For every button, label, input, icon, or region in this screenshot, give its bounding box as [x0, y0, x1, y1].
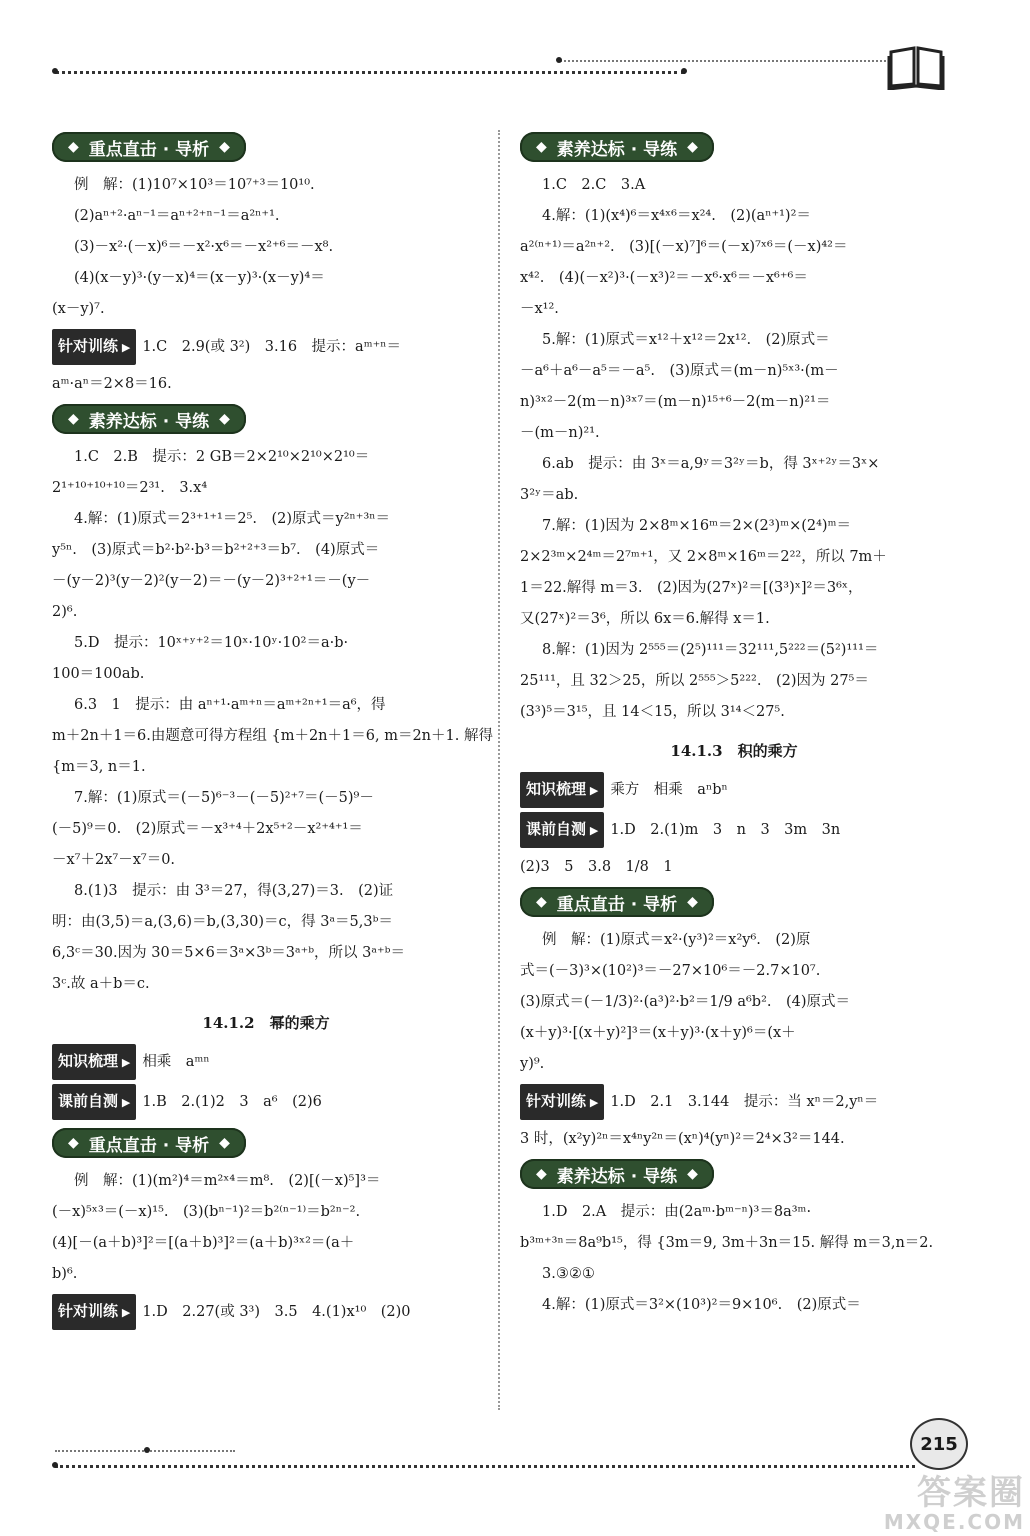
answer-line: －(y－2)³(y－2)²(y－2)＝－(y－2)³⁺²⁺¹＝－(y－: [52, 573, 371, 589]
answer-line: 1＝22.解得 m＝3. (2)因为(27ˣ)²＝[(3³)ˣ]²＝3⁶ˣ，: [520, 580, 863, 596]
answer-line: －(m－n)²¹.: [520, 425, 600, 441]
watermark-url: MXQE.COM: [883, 1510, 1025, 1534]
pretest-answers: 1.D 2.(1)m 3 n 3 3m 3n: [610, 822, 841, 838]
answer-line: {m＝3, n＝1.: [52, 759, 146, 775]
answer-line: m＋2n＋1＝6.由题意可得方程组 {m＋2n＋1＝6, m＝2n＋1. 解得: [52, 728, 493, 744]
answer-line: 1.C 2.B 提示：2 GB＝2×2¹⁰×2¹⁰×2¹⁰＝: [74, 449, 370, 465]
knowledge-tag: 知识梳理 ▶: [520, 772, 604, 808]
answer-line: 8.解：(1)因为 2⁵⁵⁵＝(2⁵)¹¹¹＝32¹¹¹,5²²²＝(5²)¹¹¹＝: [542, 642, 879, 658]
knowledge-line: [52, 1044, 480, 1080]
banner-label: 重点直击 · 导析: [88, 139, 210, 160]
pretest-tag: 课前自测 ▶: [520, 812, 604, 848]
answer-line: y)⁹.: [520, 1056, 545, 1072]
diamond-icon: ◆: [219, 139, 230, 155]
section-banner: [520, 1159, 714, 1189]
answer-line: 1.D 2.A 提示：由(2aᵐ·bᵐ⁻ⁿ)³＝8a³ᵐ·: [542, 1204, 812, 1220]
diamond-icon: ◆: [687, 139, 698, 155]
section-banner: [52, 132, 246, 162]
answer-line: 8.(1)3 提示：由 3³＝27，得(3,27)＝3. (2)证: [74, 883, 394, 899]
answer-line: －x⁷＋2x⁷－x⁷＝0.: [52, 852, 176, 868]
answer-line: n)³ˣ²－2(m－n)³ˣ⁷＝(m－n)¹⁵⁺⁶－2(m－n)²¹＝: [520, 394, 831, 410]
pretest-line: [52, 1084, 480, 1120]
section-banner: [520, 887, 714, 917]
answer-line: 5.D 提示：10ˣ⁺ʸ⁺²＝10ˣ·10ʸ·10²＝a·b·: [74, 635, 349, 651]
answer-line: 1.C 2.C 3.A: [542, 177, 646, 193]
column-divider: [498, 130, 500, 1410]
diamond-icon: ◆: [536, 139, 547, 155]
diamond-icon: ◆: [68, 1135, 79, 1151]
header-dot: [52, 68, 58, 74]
answer-line: b³ᵐ⁺³ⁿ＝8a⁹b¹⁵，得 {3m＝9, 3m＋3n＝15. 解得 m＝3,n＝2.: [520, 1235, 934, 1251]
banner-label: 重点直击 · 导析: [556, 894, 678, 915]
training-line: [52, 1294, 480, 1330]
answer-line: 100＝100ab.: [52, 666, 145, 682]
knowledge-tag: 知识梳理 ▶: [52, 1044, 136, 1080]
diamond-icon: ◆: [219, 411, 230, 427]
answer-line: (4)[－(a＋b)³]²＝[(a＋b)³]²＝(a＋b)³ˣ²＝(a＋: [52, 1235, 355, 1251]
answer-line: x⁴². (4)(－x²)³·(－x³)²＝－x⁶·x⁶＝－x⁶⁺⁶＝: [520, 270, 808, 286]
answer-line: (x＋y)³·[(x＋y)²]³＝(x＋y)³·(x＋y)⁶＝(x＋: [520, 1025, 796, 1041]
header-dot: [556, 57, 562, 63]
training-answers: 1.D 2.27(或 3³) 3.5 4.(1)x¹⁰ (2)0: [142, 1304, 411, 1320]
section-banner: [52, 1128, 246, 1158]
answer-line: (－x)⁵ˣ³＝(－x)¹⁵. (3)(bⁿ⁻¹)²＝b²⁽ⁿ⁻¹⁾＝b²ⁿ⁻².: [52, 1204, 361, 1220]
answer-line: aᵐ·aⁿ＝2×8＝16.: [52, 376, 172, 392]
answer-line: 4.解：(1)原式＝3²×(10³)²＝9×10⁶. (2)原式＝: [542, 1297, 861, 1313]
answer-line: (x－y)⁷.: [52, 301, 105, 317]
training-answers: 1.C 2.9(或 3²) 3.16 提示：aᵐ⁺ⁿ＝: [142, 339, 402, 355]
answer-line: 3 时，(x²y)²ⁿ＝x⁴ⁿy²ⁿ＝(xⁿ)⁴(yⁿ)²＝2⁴×3²＝144.: [520, 1131, 845, 1147]
answer-line: (2)aⁿ⁺²·aⁿ⁻¹＝aⁿ⁺²⁺ⁿ⁻¹＝a²ⁿ⁺¹.: [74, 208, 280, 224]
answer-line: 7.解：(1)原式＝(－5)⁶⁻³－(－5)²⁺⁷＝(－5)⁹－: [74, 790, 374, 806]
answer-line: b)⁶.: [52, 1266, 78, 1282]
answer-line: 2¹⁺¹⁰⁺¹⁰⁺¹⁰＝2³¹. 3.x⁴: [52, 480, 208, 496]
answer-line: 3ᶜ.故 a＋b＝c.: [52, 976, 150, 992]
answer-line: a²⁽ⁿ⁺¹⁾＝a²ⁿ⁺². (3)[(－x)⁷]⁶＝(－x)⁷ˣ⁶＝(－x)⁴²＝: [520, 239, 848, 255]
footer-dot: [52, 1462, 58, 1468]
diamond-icon: ◆: [68, 139, 79, 155]
pretest-tag: 课前自测 ▶: [52, 1084, 136, 1120]
section-banner: [52, 404, 246, 434]
page-number: 215: [910, 1418, 968, 1470]
banner-label: 重点直击 · 导析: [88, 1135, 210, 1156]
header-dotted-line-upper: [560, 60, 890, 62]
answer-line: 2×2³ᵐ×2⁴ᵐ＝2⁷ᵐ⁺¹，又 2×8ᵐ×16ᵐ＝2²²，所以 7m＋: [520, 549, 887, 565]
answer-line: 2)⁶.: [52, 604, 78, 620]
answer-line: 例 解：(1)原式＝x²·(y³)²＝x²y⁶. (2)原: [542, 932, 811, 948]
answer-line: 7.解：(1)因为 2×8ᵐ×16ᵐ＝2×(2³)ᵐ×(2⁴)ᵐ＝: [542, 518, 851, 534]
answer-line: 又(27ˣ)²＝3⁶，所以 6x＝6.解得 x＝1.: [520, 611, 770, 627]
training-tag: 针对训练 ▶: [52, 1294, 136, 1330]
answer-line: 3²ʸ＝ab.: [520, 487, 579, 503]
diamond-icon: ◆: [687, 894, 698, 910]
training-tag: 针对训练 ▶: [520, 1084, 604, 1120]
training-line: [52, 329, 480, 365]
diamond-icon: ◆: [68, 411, 79, 427]
left-column: [52, 128, 493, 1334]
diamond-icon: ◆: [687, 1166, 698, 1182]
answer-line: 式＝(－3)³×(10²)³＝－27×10⁶＝－2.7×10⁷.: [520, 963, 821, 979]
right-column: [520, 128, 948, 1321]
header-dotted-line: [55, 71, 685, 74]
knowledge-answers: 相乘 aᵐⁿ: [142, 1054, 210, 1070]
knowledge-answers: 乘方 相乘 aⁿbⁿ: [610, 782, 728, 798]
answer-line: 6,3ᶜ＝30.因为 30＝5×6＝3ᵃ×3ᵇ＝3ᵃ⁺ᵇ，所以 3ᵃ⁺ᵇ＝: [52, 945, 405, 961]
subsection-title: 14.1.3 积的乘方: [670, 742, 798, 760]
header-dot: [681, 68, 687, 74]
pretest-line: [520, 812, 948, 848]
answer-line: 3.③②①: [542, 1266, 595, 1282]
answer-line: 25¹¹¹，且 32＞25，所以 2⁵⁵⁵＞5²²². (2)因为 27⁵＝: [520, 673, 869, 689]
answer-line: 例 解：(1)(m²)⁴＝m²ˣ⁴＝m⁸. (2)[(－x)⁵]³＝: [74, 1173, 381, 1189]
banner-label: 素养达标 · 导练: [88, 411, 210, 432]
training-line: [520, 1084, 948, 1120]
footer-dot: [144, 1447, 150, 1453]
answer-line: 明：由(3,5)＝a,(3,6)＝b,(3,30)＝c，得 3ᵃ＝5,3ᵇ＝: [52, 914, 393, 930]
training-tag: 针对训练 ▶: [52, 329, 136, 365]
pretest-answers: 1.B 2.(1)2 3 a⁶ (2)6: [142, 1094, 322, 1110]
open-book-icon: [887, 44, 945, 90]
diamond-icon: ◆: [536, 894, 547, 910]
subsection-title: 14.1.2 幂的乘方: [202, 1014, 330, 1032]
watermark-title: 答案圈: [917, 1473, 1025, 1513]
answer-line: －a⁶＋a⁶－a⁵＝－a⁵. (3)原式＝(m－n)⁵ˣ³·(m－: [520, 363, 839, 379]
section-banner: [520, 132, 714, 162]
answer-line: (3)原式＝(－1/3)²·(a³)²·b²＝1/9 a⁶b². (4)原式＝: [520, 994, 851, 1010]
watermark: [850, 1475, 1025, 1533]
answer-line: 例 解：(1)10⁷×10³＝10⁷⁺³＝10¹⁰.: [74, 177, 315, 193]
footer-dotted-line: [55, 1465, 915, 1468]
diamond-icon: ◆: [219, 1135, 230, 1151]
diamond-icon: ◆: [536, 1166, 547, 1182]
answer-line: 5.解：(1)原式＝x¹²＋x¹²＝2x¹². (2)原式＝: [542, 332, 830, 348]
answer-line: 6.ab 提示：由 3ˣ＝a,9ʸ＝3²ʸ＝b，得 3ˣ⁺²ʸ＝3ˣ×: [542, 456, 880, 472]
answer-line: (3)－x²·(－x)⁶＝－x²·x⁶＝－x²⁺⁶＝－x⁸.: [74, 239, 334, 255]
knowledge-line: [520, 772, 948, 808]
answer-line: y⁵ⁿ. (3)原式＝b²·b²·b³＝b²⁺²⁺³＝b⁷. (4)原式＝: [52, 542, 380, 558]
answer-line: 6.3 1 提示：由 aⁿ⁺¹·aᵐ⁺ⁿ＝aᵐ⁺²ⁿ⁺¹＝a⁶，得: [74, 697, 386, 713]
banner-label: 素养达标 · 导练: [556, 139, 678, 160]
answer-line: (4)(x－y)³·(y－x)⁴＝(x－y)³·(x－y)⁴＝: [74, 270, 325, 286]
training-answers: 1.D 2.1 3.144 提示：当 xⁿ＝2,yⁿ＝: [610, 1094, 879, 1110]
banner-label: 素养达标 · 导练: [556, 1166, 678, 1187]
answer-line: 4.解：(1)(x⁴)⁶＝x⁴ˣ⁶＝x²⁴. (2)(aⁿ⁺¹)²＝: [542, 208, 811, 224]
answer-line: 4.解：(1)原式＝2³⁺¹⁺¹＝2⁵. (2)原式＝y²ⁿ⁺³ⁿ＝: [74, 511, 391, 527]
answer-line: (2)3 5 3.8 1/8 1: [520, 859, 673, 875]
answer-line: (－5)⁹＝0. (2)原式＝－x³⁺⁴＋2x⁵⁺²－x²⁺⁴⁺¹＝: [52, 821, 363, 837]
answer-line: －x¹².: [520, 301, 559, 317]
answer-line: (3³)⁵＝3¹⁵，且 14＜15，所以 3¹⁴＜27⁵.: [520, 704, 785, 720]
